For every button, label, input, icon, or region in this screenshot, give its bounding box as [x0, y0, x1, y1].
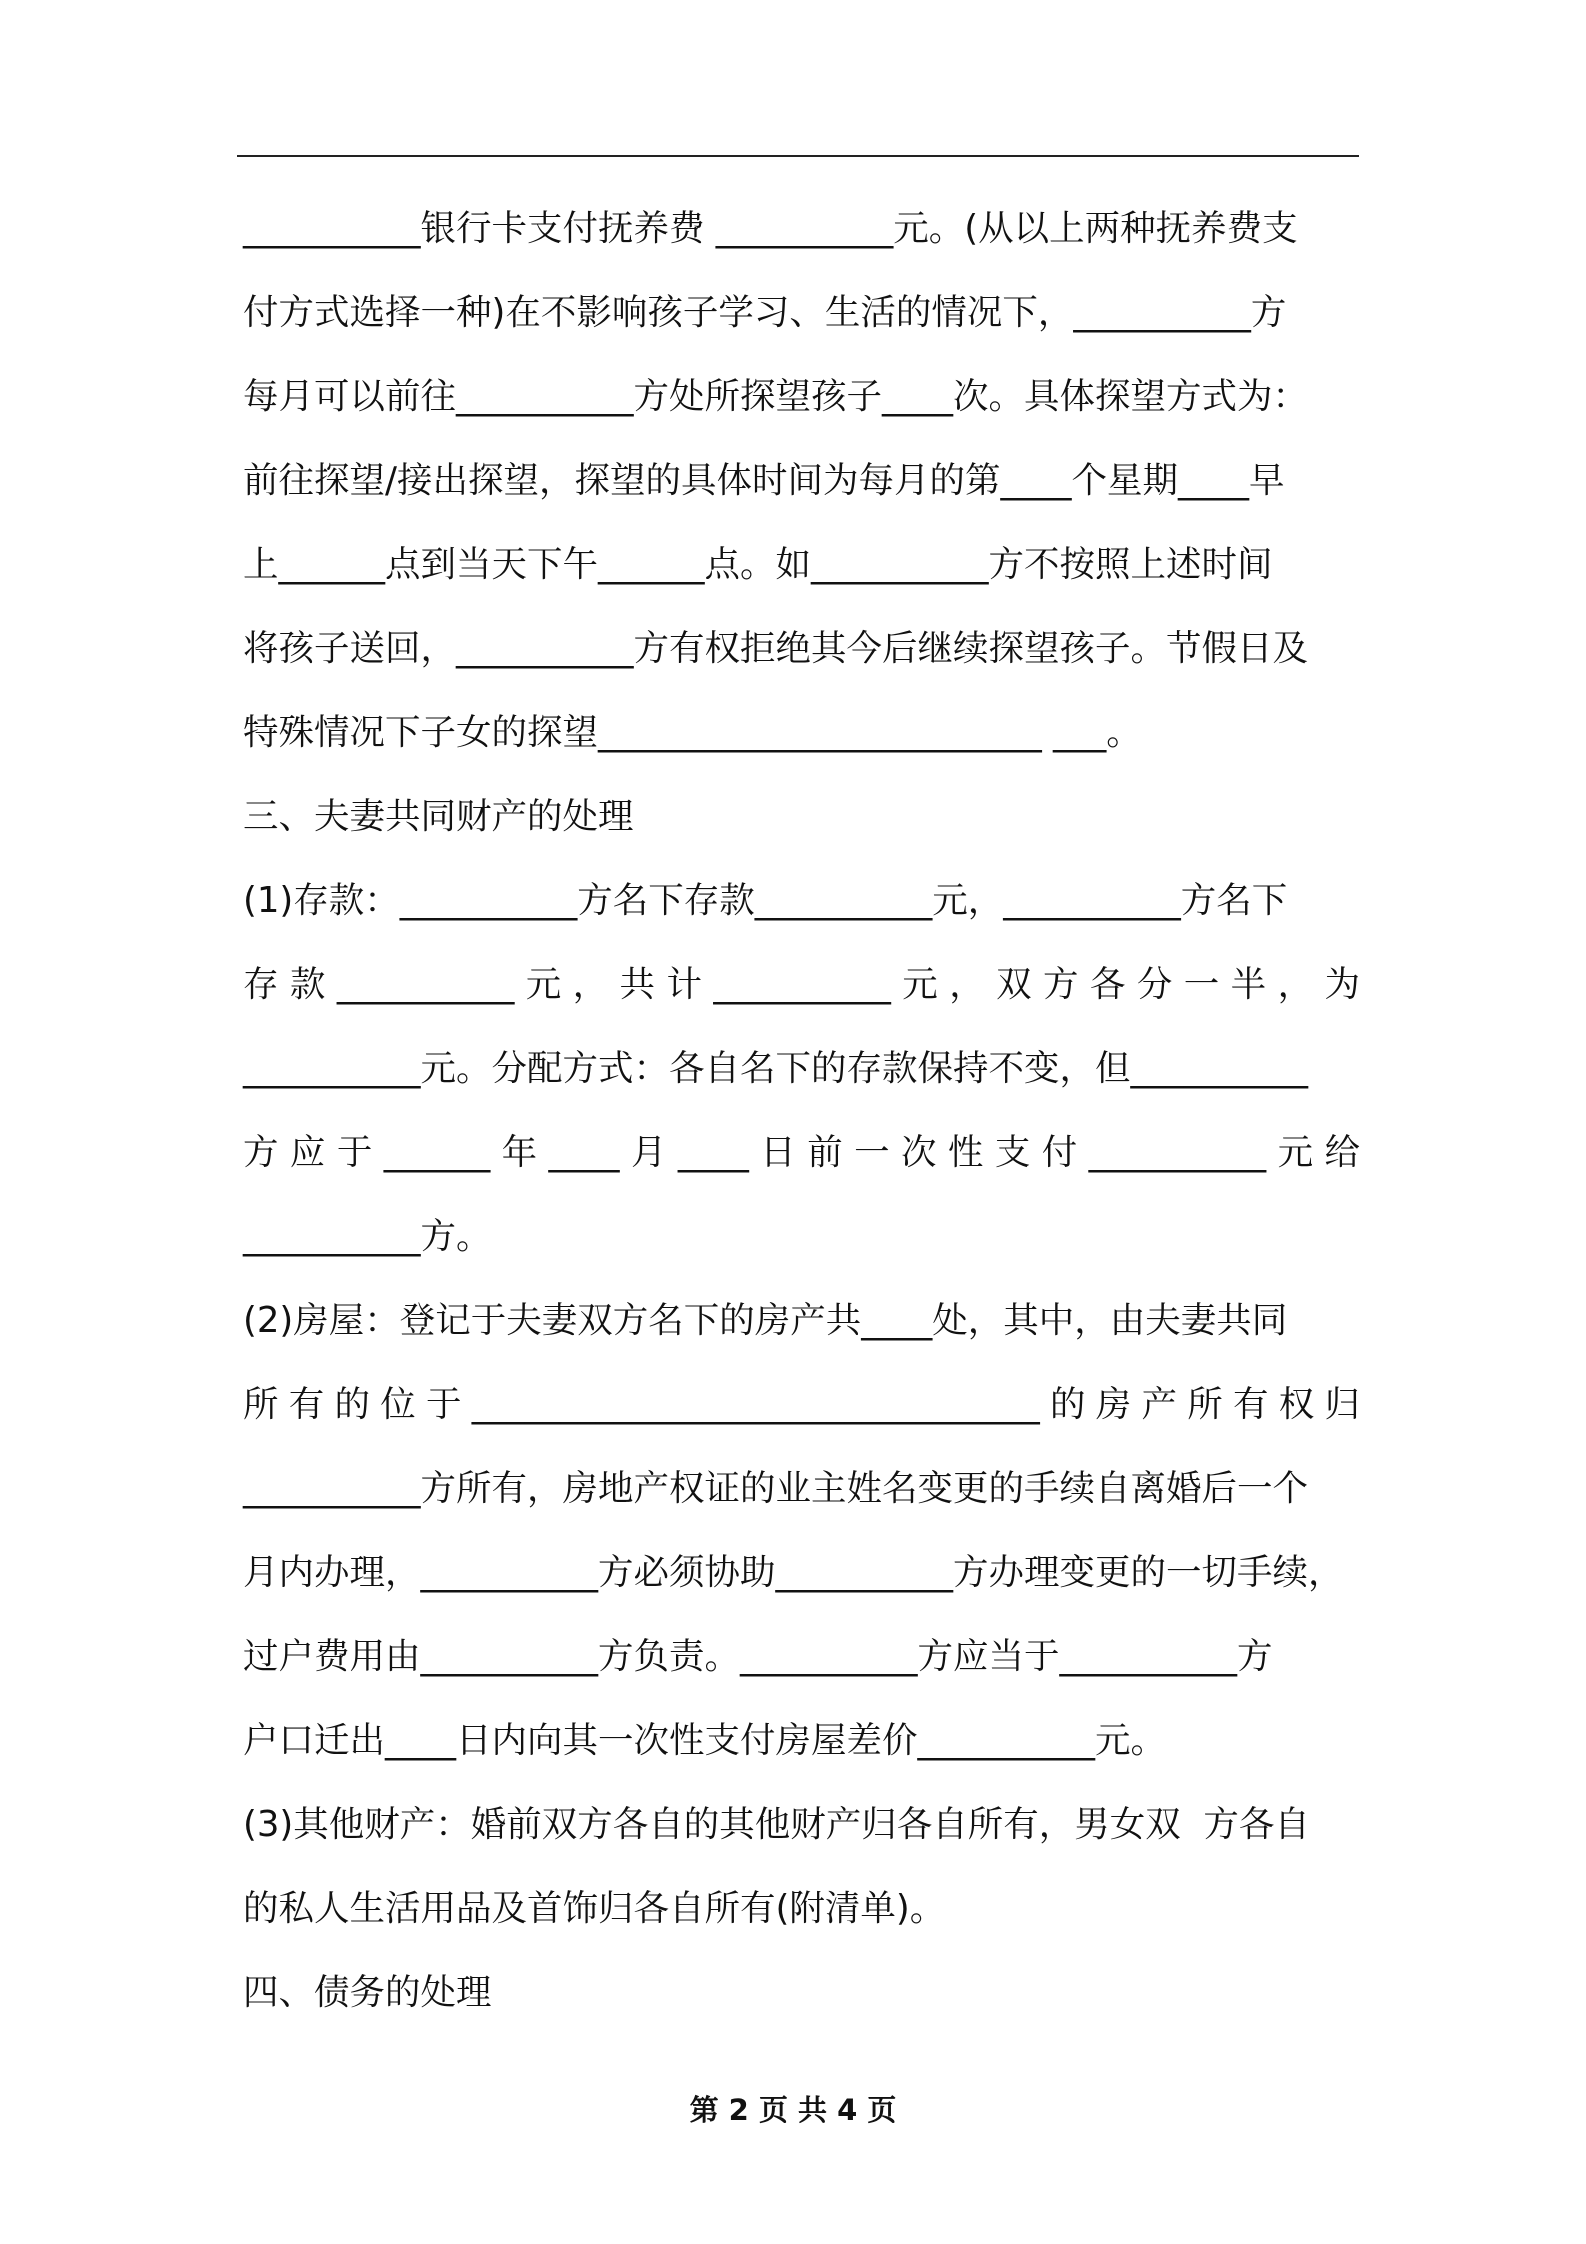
text-line: (3)其他财产：婚前双方各自的其他财产归各自所有，男女双 方各自: [243, 1804, 1310, 1845]
text-line: __________方。: [243, 1216, 492, 1257]
text-line: (1)存款：__________方名下存款__________元，__________方名下: [243, 880, 1288, 921]
text-line: 付方式选择一种)在不影响孩子学习、生活的情况下，__________方: [243, 292, 1287, 333]
text-line: 特殊情况下子女的探望_________________________ ___。: [243, 712, 1142, 753]
text-line: (2)房屋：登记于夫妻双方名下的房产共____处，其中，由夫妻共同: [243, 1300, 1288, 1341]
section-heading-4: 四、债务的处理: [243, 1972, 492, 2013]
text-line: 前往探望/接出探望，探望的具体时间为每月的第____个星期____早: [243, 460, 1285, 501]
text-line: 的私人生活用品及首饰归各自所有(附清单)。: [243, 1888, 946, 1929]
text-line: 月内办理，__________方必须协助__________方办理变更的一切手续，: [243, 1552, 1344, 1593]
text-line: __________方所有，房地产权证的业主姓名变更的手续自离婚后一个: [243, 1468, 1309, 1509]
header-rule: [237, 155, 1359, 157]
text-line: 上______点到当天下午______点。如__________方不按照上述时间: [243, 544, 1273, 585]
page-number: 第 2 页 共 4 页: [689, 2093, 897, 2127]
text-line: 方应于______年____月____日前一次性支付__________元给: [243, 1132, 1360, 1173]
text-line: 将孩子送回，__________方有权拒绝其今后继续探望孩子。节假日及: [243, 628, 1309, 669]
text-line: __________银行卡支付抚养费 __________元。(从以上两种抚养费支: [243, 208, 1298, 249]
text-line: 所有的位于________________________________的房产所有权归: [243, 1384, 1360, 1425]
text-line: __________元。分配方式：各自名下的存款保持不变，但__________: [243, 1048, 1309, 1089]
text-line: 存款__________元，共计__________元，双方各分一半，为: [243, 964, 1360, 1005]
text-line: 每月可以前往__________方处所探望孩子____次。具体探望方式为：: [243, 376, 1309, 417]
section-heading-3: 三、夫妻共同财产的处理: [243, 796, 634, 837]
text-line: 户口迁出____日内向其一次性支付房屋差价__________元。: [243, 1720, 1167, 1761]
text-line: 过户费用由__________方负责。__________方应当于__________方: [243, 1636, 1273, 1677]
